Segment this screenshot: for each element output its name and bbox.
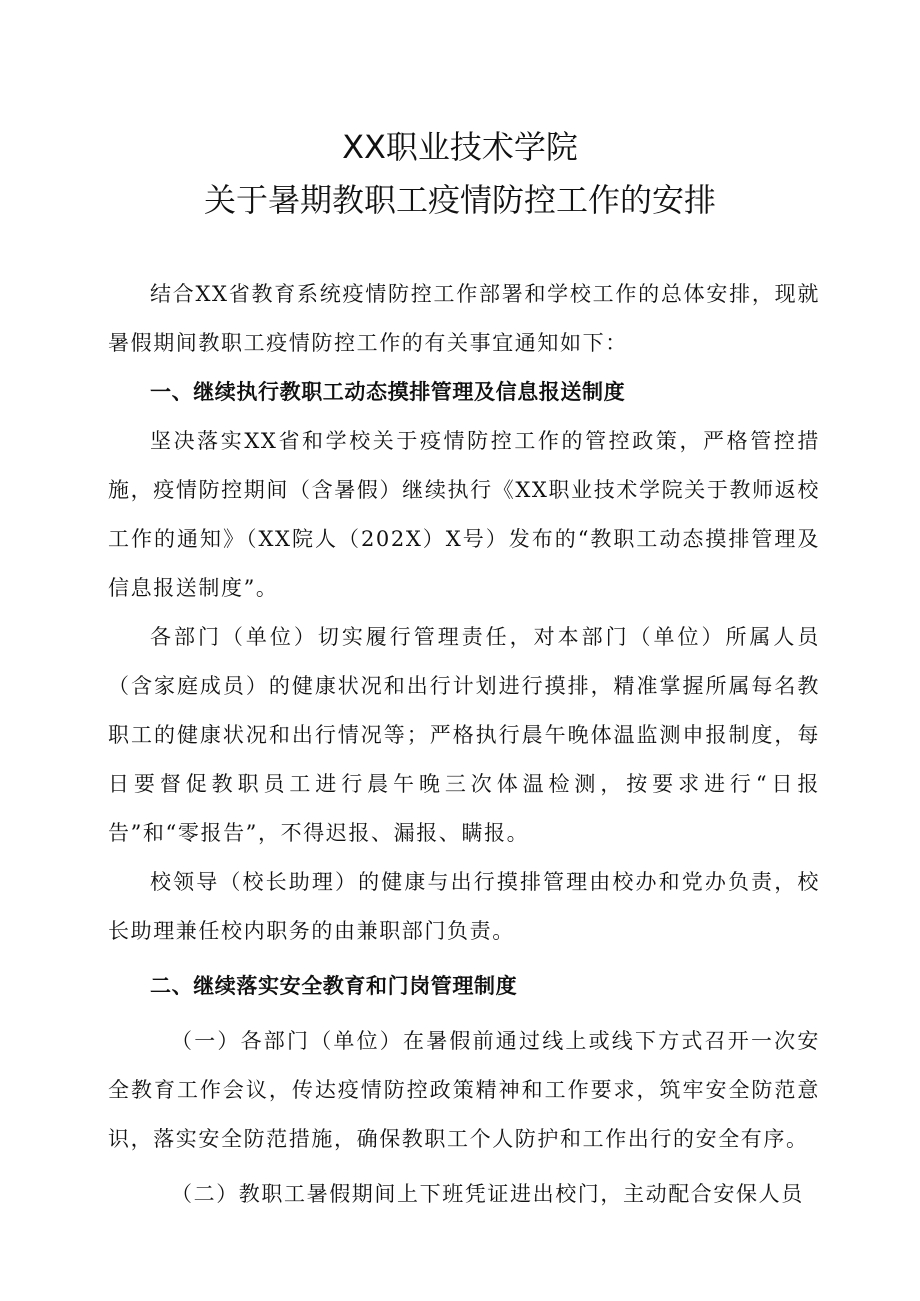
section1-paragraph-3: 校领导（校长助理）的健康与出行摸排管理由校办和党办负责，校长助理兼任校内职务的由兼职部门负责。 [108,870,820,943]
intro-paragraph: 结合XX省教育系统疫情防控工作部署和学校工作的总体安排，现就暑假期间教职工疫情防控工作的有关事宜通知如下： [108,282,820,355]
document-title-line2: 关于暑期教职工疫情防控工作的安排 [203,181,716,219]
section2-paragraph-1: （一）各部门（单位）在暑假前通过线上或线下方式召开一次安全教育工作会议，传达疫情防控政策精神和工作要求，筑牢安全防范意识，落实安全防范措施，确保教职工个人防护和工作出行的安全有序。 [108,1029,820,1151]
section2-paragraph-2: （二）教职工暑假期间上下班凭证进出校门，主动配合安保人员 [171,1182,804,1206]
section1-paragraph-2: 各部门（单位）切实履行管理责任，对本部门（单位）所属人员（含家庭成员）的健康状况和出行计划进行摸排，精准掌握所属每名教职工的健康状况和出行情况等；严格执行晨午晚体温监测申报制度，每日要督促教职员工进行晨午晚三次体温检测，按要求进行“日报告”和“零报告”，不得迟报、漏报、瞒报。 [108,625,820,845]
document-body [108,270,820,1219]
section1-heading: 一、继续执行教职工动态摸排管理及信息报送制度 [150,380,626,404]
section1-paragraph-1: 坚决落实XX省和学校关于疫情防控工作的管控政策，严格管控措施，疫情防控期间（含暑假）继续执行《XX职业技术学院关于教师返校工作的通知》（XX院人（202X）X号）发布的“教职工动态摸排管理及信息报送制度”。 [108,429,820,600]
section2-heading: 二、继续落实安全教育和门岗管理制度 [150,974,518,998]
document-title-line1: XX职业技术学院 [342,128,578,166]
